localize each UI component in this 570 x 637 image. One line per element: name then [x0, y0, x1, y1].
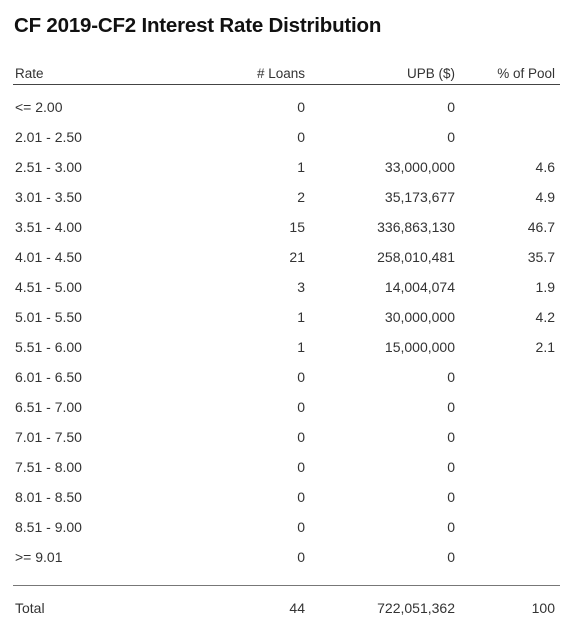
table-row [13, 152, 560, 182]
cell-rate: <= 2.00 [15, 99, 63, 115]
table-row [13, 272, 560, 302]
cell-loans: 1 [297, 309, 305, 325]
cell-pool: 4.9 [535, 189, 555, 205]
cell-rate: 6.51 - 7.00 [15, 399, 82, 415]
total-row [13, 585, 560, 624]
cell-upb: 30,000,000 [384, 309, 455, 325]
cell-loans: 0 [297, 369, 305, 385]
column-header-pool: % of Pool [497, 66, 555, 81]
cell-rate: 6.01 - 6.50 [15, 369, 82, 385]
rate-distribution-table [13, 62, 560, 624]
cell-rate: 2.51 - 3.00 [15, 159, 82, 175]
cell-rate: 5.51 - 6.00 [15, 339, 82, 355]
cell-rate: 4.01 - 4.50 [15, 249, 82, 265]
cell-pool: 4.6 [535, 159, 555, 175]
cell-upb: 0 [447, 369, 455, 385]
cell-loans: 0 [297, 489, 305, 505]
cell-upb: 0 [447, 489, 455, 505]
column-header-upb: UPB ($) [406, 66, 455, 81]
total-upb: 722,051,362 [377, 600, 455, 616]
cell-loans: 0 [297, 429, 305, 445]
table-row [13, 542, 560, 572]
cell-rate: 8.51 - 9.00 [15, 519, 82, 535]
cell-pool: 46.7 [527, 219, 555, 235]
cell-upb: 15,000,000 [384, 339, 455, 355]
cell-pool: 1.9 [535, 279, 555, 295]
total-loans: 44 [289, 600, 305, 616]
cell-pool: 2.1 [535, 339, 555, 355]
column-header-rate: Rate [15, 66, 44, 81]
cell-upb: 0 [447, 399, 455, 415]
cell-loans: 3 [297, 279, 305, 295]
cell-upb: 14,004,074 [384, 279, 455, 295]
cell-rate: 4.51 - 5.00 [15, 279, 82, 295]
total-label: Total [15, 600, 45, 616]
cell-upb: 33,000,000 [384, 159, 455, 175]
table-row [13, 362, 560, 392]
cell-upb: 0 [447, 429, 455, 445]
table-row [13, 392, 560, 422]
cell-pool: 35.7 [527, 249, 555, 265]
table-row [13, 242, 560, 272]
cell-loans: 0 [297, 129, 305, 145]
table-row [13, 422, 560, 452]
table-row [13, 182, 560, 212]
cell-loans: 2 [297, 189, 305, 205]
cell-rate: 3.01 - 3.50 [15, 189, 82, 205]
cell-loans: 1 [297, 339, 305, 355]
table-spacer [13, 572, 560, 585]
cell-rate: 8.01 - 8.50 [15, 489, 82, 505]
cell-rate: 7.51 - 8.00 [15, 459, 82, 475]
cell-upb: 0 [447, 549, 455, 565]
table-row [13, 92, 560, 122]
cell-loans: 0 [297, 99, 305, 115]
table-row [13, 482, 560, 512]
cell-rate: >= 9.01 [15, 549, 63, 565]
table-row [13, 512, 560, 542]
cell-rate: 3.51 - 4.00 [15, 219, 82, 235]
table-body [13, 85, 560, 572]
cell-upb: 0 [447, 129, 455, 145]
cell-loans: 0 [297, 459, 305, 475]
table-row [13, 122, 560, 152]
cell-upb: 0 [447, 459, 455, 475]
cell-rate: 7.01 - 7.50 [15, 429, 82, 445]
table-row [13, 212, 560, 242]
cell-loans: 15 [289, 219, 305, 235]
cell-upb: 0 [447, 99, 455, 115]
cell-loans: 0 [297, 549, 305, 565]
cell-loans: 0 [297, 399, 305, 415]
cell-upb: 35,173,677 [384, 189, 455, 205]
cell-pool: 4.2 [535, 309, 555, 325]
column-header-loans: # Loans [256, 66, 305, 81]
table-header [13, 62, 560, 85]
cell-loans: 0 [297, 519, 305, 535]
total-pool: 100 [531, 600, 555, 616]
table-row [13, 332, 560, 362]
table-row [13, 452, 560, 482]
cell-rate: 2.01 - 2.50 [15, 129, 82, 145]
table-row [13, 302, 560, 332]
cell-upb: 258,010,481 [377, 249, 455, 265]
cell-rate: 5.01 - 5.50 [15, 309, 82, 325]
cell-loans: 21 [289, 249, 305, 265]
page-title: CF 2019-CF2 Interest Rate Distribution [14, 14, 382, 37]
cell-upb: 336,863,130 [377, 219, 455, 235]
cell-loans: 1 [297, 159, 305, 175]
cell-upb: 0 [447, 519, 455, 535]
